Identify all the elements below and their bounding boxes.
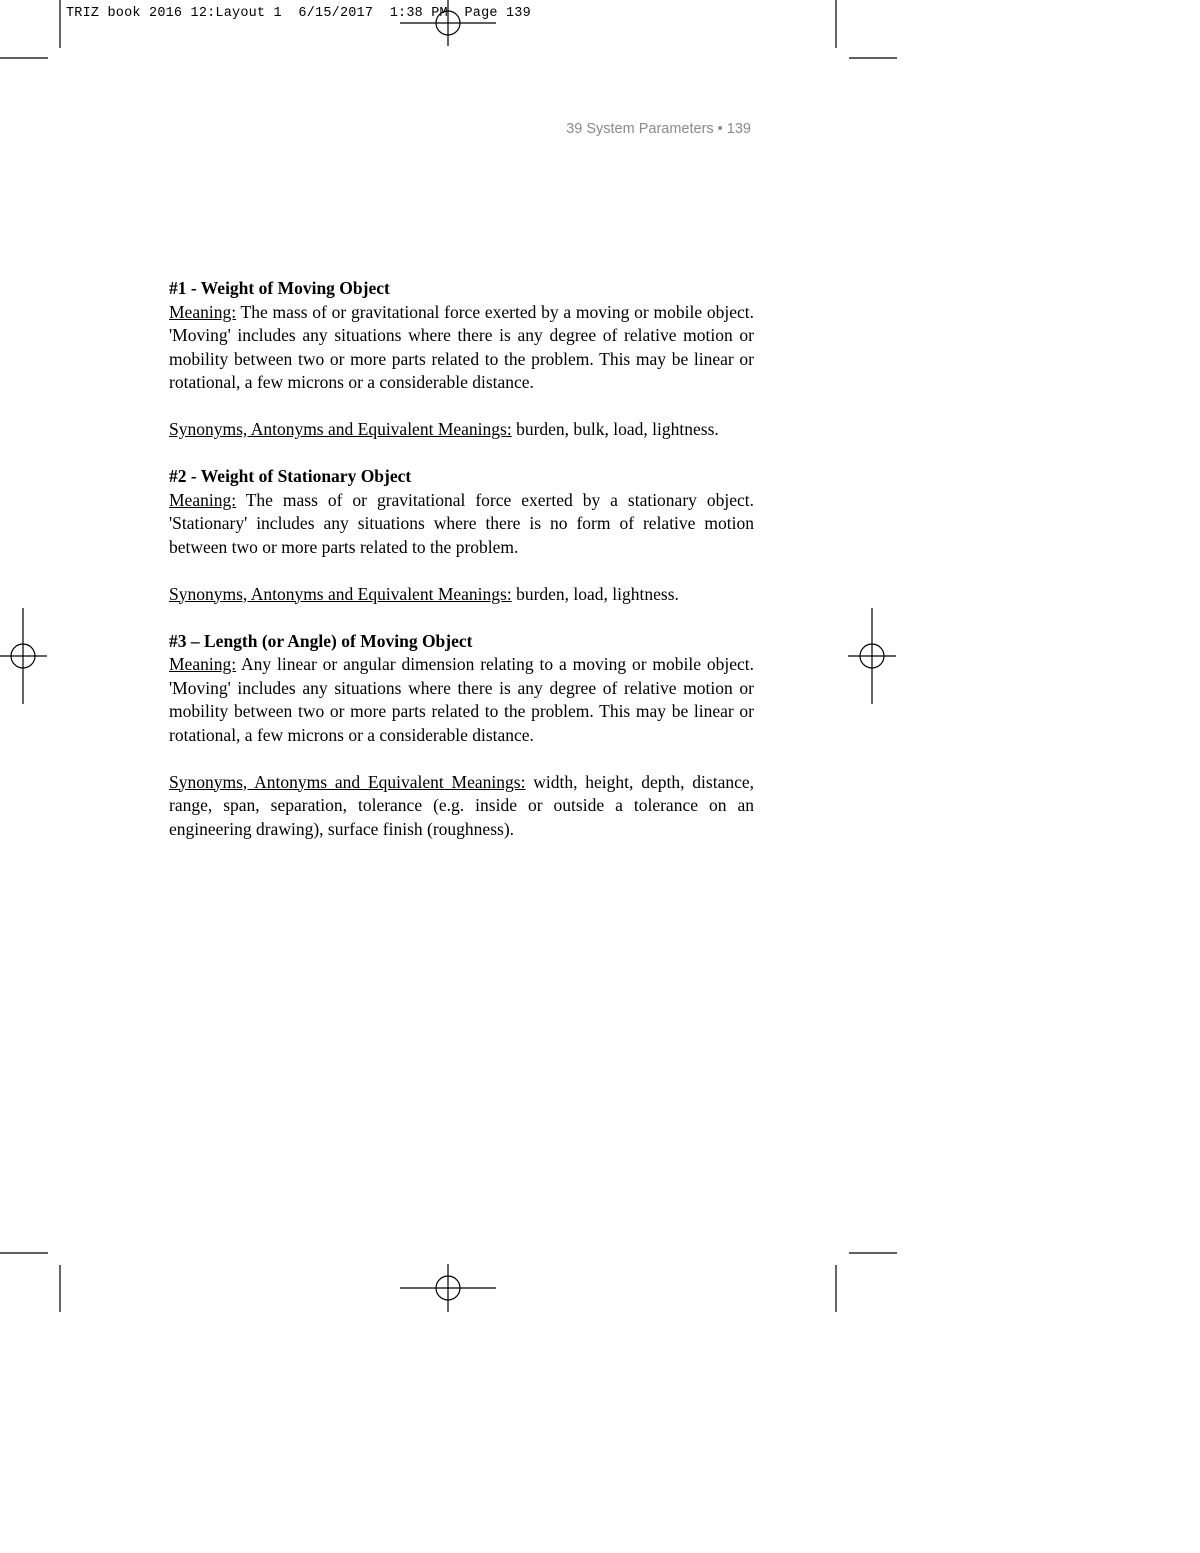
registration-mark-right (848, 608, 896, 704)
synonyms-text: width, height, depth, distance, range, span, separation, tolerance (e.g. inside or outside a tolerance on an engineering drawing), surface finish (roughness). (169, 771, 754, 839)
registration-mark-top (400, 0, 496, 46)
page-content (169, 277, 754, 865)
parameter-entry-1 (169, 277, 754, 442)
synonyms-text: burden, bulk, load, lightness. (511, 419, 719, 439)
meaning-label: Meaning: (169, 489, 237, 510)
meaning-text: The mass of or gravitational force exerted by a moving or mobile object. 'Moving' includes any situations where there is any degree of relative motion or mobility between two or more parts related to the problem. This may be linear or rotational, a few microns or a considerable distance. (169, 301, 754, 392)
meaning-paragraph (169, 630, 754, 748)
synonyms-label: Synonyms, Antonyms and Equivalent Meanings: (169, 771, 526, 792)
meaning-text: Any linear or angular dimension relating to a moving or mobile object. 'Moving' includes any situations where there is any degree of relative motion or mobility between two or more parts related to the problem. This may be linear or rotational, a few microns or a considerable distance. (169, 654, 754, 745)
meaning-paragraph (169, 465, 754, 559)
meaning-text: The mass of or gravitational force exerted by a stationary object. 'Stationary' includes any situations where there is no form of relative motion between two or more parts related to the problem. (169, 489, 754, 557)
synonyms-text: burden, load, lightness. (511, 583, 679, 604)
synonyms-label: Synonyms, Antonyms and Equivalent Meanings: (169, 583, 512, 604)
parameter-entry-3 (169, 630, 754, 842)
meaning-label: Meaning: (169, 301, 237, 322)
entry-title: #1 - Weight of Moving Object (169, 278, 390, 298)
registration-mark-bottom (400, 1264, 496, 1312)
entry-title: #2 - Weight of Stationary Object (169, 466, 412, 486)
parameter-entry-2 (169, 465, 754, 606)
synonyms-paragraph (169, 418, 754, 442)
running-head: 39 System Parameters • 139 (566, 121, 751, 137)
synonyms-paragraph (169, 583, 754, 607)
meaning-paragraph (169, 277, 754, 395)
printer-slug-line: TRIZ book 2016 12:Layout 1 6/15/2017 1:38 PM Page 139 (66, 6, 531, 21)
synonyms-label: Synonyms, Antonyms and Equivalent Meanings: (169, 419, 512, 439)
registration-mark-left (0, 608, 47, 704)
entry-title: #3 – Length (or Angle) of Moving Object (169, 630, 473, 651)
synonyms-paragraph (169, 771, 754, 842)
meaning-label: Meaning: (169, 654, 237, 674)
